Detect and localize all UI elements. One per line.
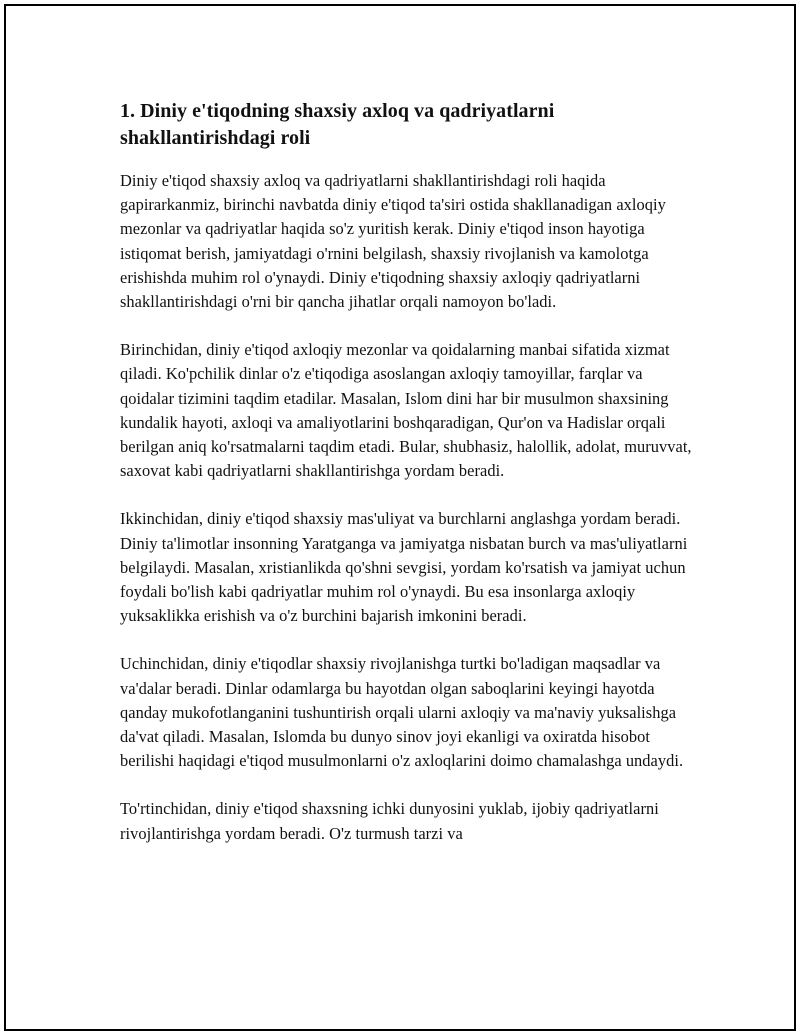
document-body: [120, 98, 700, 846]
paragraph-first-point: Birinchidan, diniy e'tiqod axloqiy mezonlar va qoidalarning manbai sifatida xizmat qiladi. Ko'pchilik dinlar o'z e'tiqodiga asoslangan axloqiy tamoyillar, farqlar va qoidalar tizimini taqdim etadilar. Masalan, Islom dini har bir musulmon shaxsining kundalik hayoti, axloqi va amaliyotlarini boshqaradigan, Qur'on va Hadislar orqali berilgan aniq ko'rsatmalarni taqdim etadi. Bular, shubhasiz, halollik, adolat, muruvvat, saxovat kabi qadriyatlarni shakllantirishga yordam beradi.: [120, 340, 692, 481]
paragraph-intro: Diniy e'tiqod shaxsiy axloq va qadriyatlarni shakllantirishdagi roli haqida gapirarkanmiz, birinchi navbatda diniy e'tiqod ta'siri ostida shakllanadigan axloqiy mezonlar va qadriyatlar haqida so'z yuritish kerak. Diniy e'tiqod inson hayotiga istiqomat berish, jamiyatdagi o'rnini belgilash, shaxsiy rivojlanish va kamolotga erishishda muhim rol o'ynaydi. Diniy e'tiqodning shaxsiy axloqiy qadriyatlarni shakllantirishdagi o'rni bir qancha jihatlar orqali namoyon bo'ladi.: [120, 171, 666, 312]
section-heading: 1. Diniy e'tiqodning shaxsiy axloq va qadriyatlarni shakllantirishdagi roli: [120, 100, 555, 149]
document-page: [4, 4, 796, 1031]
paragraph-second-point: Ikkinchidan, diniy e'tiqod shaxsiy mas'uliyat va burchlarni anglashga yordam beradi. Diniy ta'limotlar insonning Yaratganga va jamiyatga nisbatan burch va mas'uliyatlarni belgilaydi. Masalan, xristianlikda qo'shni sevgisi, yordam ko'rsatish va jamiyat uchun foydali bo'lish kabi qadriyatlar muhim rol o'ynaydi. Bu esa insonlarga axloqiy yuksaklikka erishish va o'z burchini bajarish imkonini beradi.: [120, 509, 688, 626]
paragraph-fourth-point: To'rtinchidan, diniy e'tiqod shaxsning ichki dunyosini yuklab, ijobiy qadriyatlarni rivojlantirishga yordam beradi. O'z turmush tarzi va: [120, 799, 659, 843]
paragraph-third-point: Uchinchidan, diniy e'tiqodlar shaxsiy rivojlanishga turtki bo'ladigan maqsadlar va va'dalar beradi. Dinlar odamlarga bu hayotdan olgan saboqlarini keyingi hayotda qanday mukofotlanganini tushuntirish orqali ularni axloqiy va ma'naviy yuksalishga da'vat qiladi. Masalan, Islomda bu dunyo sinov joyi ekanligi va oxiratda hisobot berilishi haqidagi e'tiqod musulmonlarni o'z axloqlarini doimo chamalashga undaydi.: [120, 654, 684, 771]
